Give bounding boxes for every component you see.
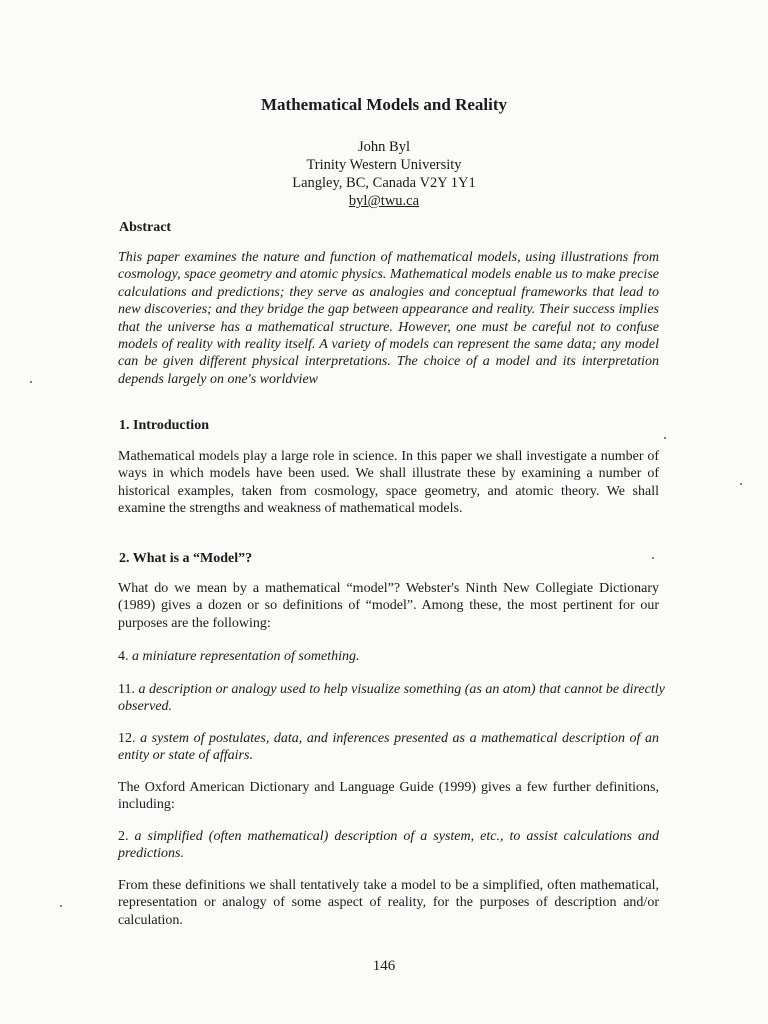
abstract-line: models of reality with reality itself. A variety of models can represent the same data; any model <box>118 337 659 353</box>
author-affiliation: Trinity Western University <box>306 157 462 173</box>
paragraph-line: representation or analogy of some aspect of reality, for the purposes of description and/or <box>118 895 659 911</box>
introduction-paragraph <box>118 448 659 518</box>
definition-number: 11. <box>118 682 135 697</box>
definition-12 <box>118 730 659 765</box>
abstract-line: cosmology, space geometry and atomic physics. Mathematical models enable us to make precise <box>118 267 659 283</box>
page-number: 146 <box>372 958 396 974</box>
section-heading-model: 2. What is a “Model”? <box>119 551 253 566</box>
paragraph-line: From these definitions we shall tentatively take a model to be a simplified, often mathematical, <box>118 878 659 893</box>
definition-11 <box>118 681 665 716</box>
paragraph-line: historical examples, taken from cosmology, space geometry, and atomic theory. We shall <box>118 483 659 499</box>
paragraph-line: Mathematical models play a large role in science. In this paper we shall investigate a number of <box>118 449 659 464</box>
definition-number: 2. <box>118 829 129 844</box>
definition-text: a description or analogy used to help visualize something (as an atom) that cannot be directly <box>138 682 665 697</box>
abstract-line: can be given different physical interpretations. The choice of a model and its interpretation <box>118 354 659 370</box>
section-heading-introduction: 1. Introduction <box>119 418 209 433</box>
definition-number: 4. <box>118 649 129 664</box>
definition-text: entity or state of affairs. <box>118 748 253 764</box>
conclusion-paragraph <box>118 877 659 929</box>
definition-text: predictions. <box>118 846 184 862</box>
paper-title: Mathematical Models and Reality <box>261 95 507 114</box>
definition-text: a system of postulates, data, and inferences presented as a mathematical description of an <box>140 731 660 746</box>
abstract-line: depends largely on one's worldview <box>118 371 318 387</box>
abstract-paragraph <box>118 249 659 388</box>
abstract-line: calculations and predictions; they serve as analogies and conceptual frameworks that lead to <box>118 284 659 300</box>
abstract-line: that the universe has a mathematical structure. However, one must be careful not to confuse <box>118 319 659 335</box>
author-email-link[interactable]: byl@twu.ca <box>348 193 420 209</box>
model-intro-paragraph <box>118 580 659 632</box>
paragraph-line: including: <box>118 797 175 813</box>
abstract-line: new discoveries; and they bridge the gap between appearance and reality. Their success implies <box>118 302 659 318</box>
scan-speck <box>60 905 62 907</box>
abstract-heading: Abstract <box>119 220 172 235</box>
scan-speck <box>664 437 666 439</box>
definition-text: a simplified (often mathematical) description of a system, etc., to assist calculations and <box>134 829 660 844</box>
oxford-paragraph <box>118 779 659 814</box>
definition-2 <box>118 828 659 863</box>
paragraph-line: What do we mean by a mathematical “model”? Webster's Ninth New Collegiate Dictionary <box>118 581 659 596</box>
scan-speck <box>30 381 32 383</box>
definition-4 <box>118 648 659 665</box>
paragraph-line: examine the strengths and weakness of mathematical models. <box>118 501 463 517</box>
paragraph-line: ways in which models have been used. We shall illustrate these by examining a number of <box>118 466 659 482</box>
paragraph-line: purposes are the following: <box>118 615 271 631</box>
paragraph-line: calculation. <box>118 912 183 928</box>
definition-text: observed. <box>118 699 173 715</box>
definition-number: 12. <box>118 731 136 746</box>
abstract-line: This paper examines the nature and function of mathematical models, using illustrations from <box>118 250 659 265</box>
scan-speck <box>740 483 742 485</box>
paragraph-line: (1989) gives a dozen or so definitions of “model”. Among these, the most pertinent for our <box>118 598 659 614</box>
paragraph-line: The Oxford American Dictionary and Language Guide (1999) gives a few further definitions, <box>118 780 659 795</box>
definition-text: a miniature representation of something. <box>132 649 360 664</box>
author-name: John Byl <box>358 139 410 155</box>
author-address: Langley, BC, Canada V2Y 1Y1 <box>292 175 476 191</box>
author-block <box>0 138 768 210</box>
scan-speck <box>652 557 654 559</box>
